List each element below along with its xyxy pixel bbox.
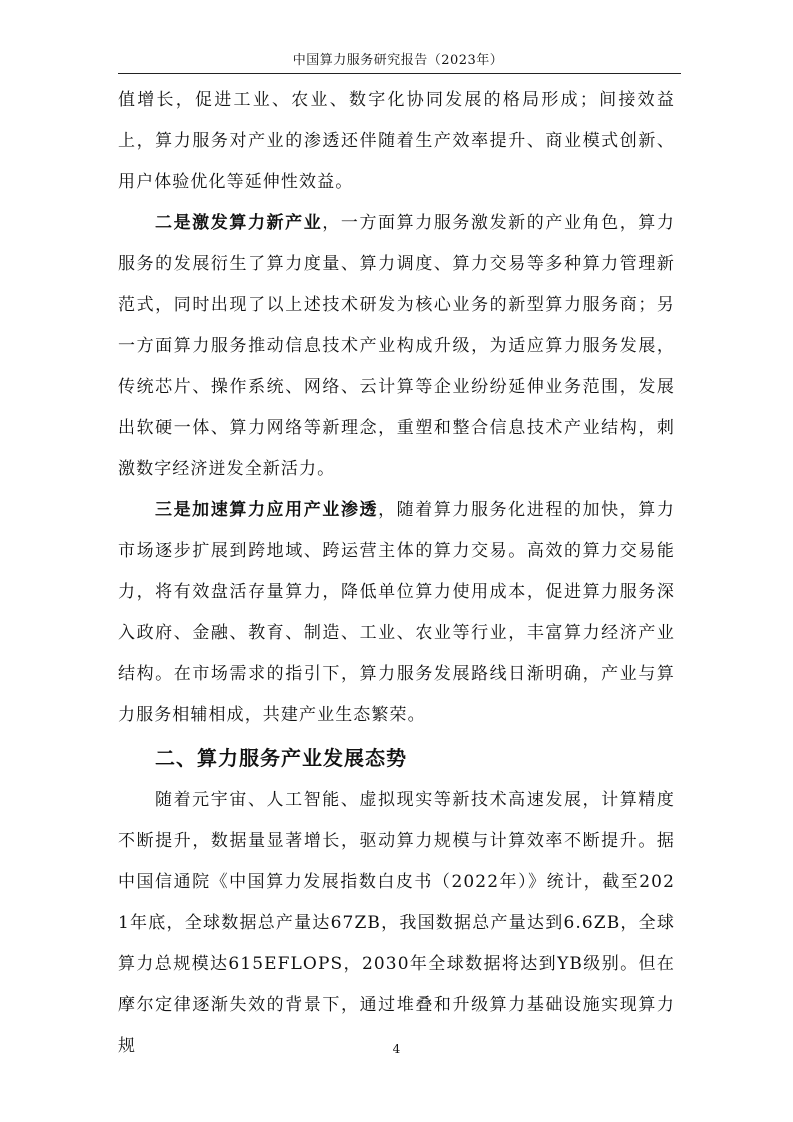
paragraph-continued: 值增长，促进工业、农业、数字化协同发展的格局形成；间接效益上，算力服务对产业的渗透还伴随着生产效率提升、商业模式创新、用户体验优化等延伸性效益。 [118,90,675,192]
section-heading: 二、算力服务产业发展态势 [155,746,407,770]
page-number: 4 [392,1042,401,1056]
paragraph-new-industry [118,203,675,490]
page-body [118,80,675,1067]
paragraph-development-trend: 随着元宇宙、人工智能、虚拟现实等新技术高速发展，计算精度不断提升，数据量显著增长，驱动算力规模与计算效率不断提升。据中国信通院《中国算力发展指数白皮书（2022年）》统计，截至2021年底，全球数据总产量达67ZB，我国数据总产量达到6.6ZB，全球算力总规模达615EFLOPS，2030年全球数据将达到YB级别。但在摩尔定律逐渐失效的背景下，通过堆叠和升级算力基础设施实现算力规 [118,790,675,1056]
paragraph-text: ，随着算力服务化进程的加快，算力市场逐步扩展到跨地域、跨运营主体的算力交易。高效的算力交易能力，将有效盘活存量算力，降低单位算力使用成本，促进算力服务深入政府、金融、教育、制造、工业、农业等行业，丰富算力经济产业结构。在市场需求的指引下，算力服务发展路线日渐明确，产业与算力服务相辅相成，共建产业生态繁荣。 [118,500,675,725]
paragraph-text: ，一方面算力服务激发新的产业角色，算力服务的发展衍生了算力度量、算力调度、算力交易等多种算力管理新范式，同时出现了以上述技术研发为核心业务的新型算力服务商；另一方面算力服务推动信息技术产业构成升级，为适应算力服务发展，传统芯片、操作系统、网络、云计算等企业纷纷延伸业务范围，发展出软硬一体、算力网络等新理念，重塑和整合信息技术产业结构，刺激数字经济迸发全新活力。 [118,213,675,479]
paragraph-industry-penetration [118,490,675,736]
paragraph-lead-bold: 二是激发算力新产业 [155,213,323,233]
paragraph-lead-bold: 三是加速算力应用产业渗透 [155,500,379,520]
running-header: 中国算力服务研究报告（2023年） [292,53,504,68]
header-rule [118,73,681,74]
